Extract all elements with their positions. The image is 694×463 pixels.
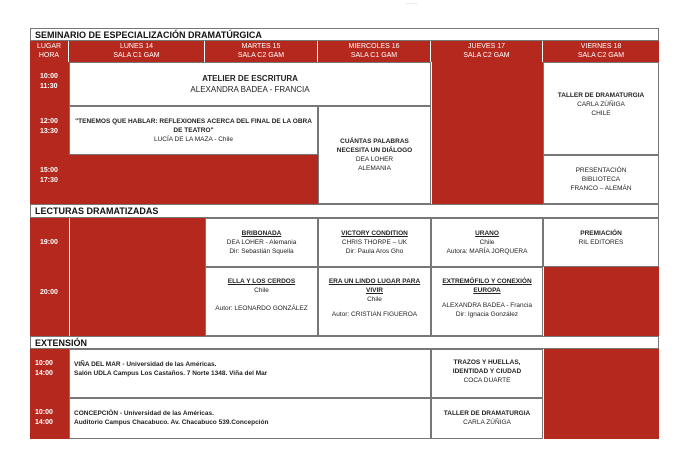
event-title: URANO	[475, 230, 499, 237]
event-taller-viernes	[543, 62, 659, 155]
event-speaker: LUCÍA DE LA MAZA - Chile	[153, 136, 234, 143]
header-venue: SALA C2 GAM	[237, 52, 285, 59]
header-day-5	[543, 41, 659, 62]
empty-slot-lunes	[69, 218, 205, 336]
event-urano	[431, 218, 543, 267]
event-director: Dir: Ignacia González	[455, 311, 519, 318]
event-country: ALEMANIA	[358, 165, 391, 172]
time-column	[30, 218, 69, 336]
event-title-line: IDENTIDAD Y CIUDAD	[452, 368, 522, 375]
event-title: "TENEMOS QUE HABLAR: REFLEXIONES ACERCA DEL FINAL DE LA OBRA DE TEATRO"	[75, 118, 312, 134]
header-day-name: JUEVES 17	[468, 43, 505, 50]
event-extremofilo	[431, 267, 543, 336]
event-speaker: CARLA ZÚÑIGA	[577, 101, 625, 108]
event-title-line: VIVIR	[366, 287, 383, 294]
section-title-extension: EXTENSIÓN	[30, 336, 659, 349]
event-speaker: CARLA ZÚÑIGA	[463, 419, 511, 426]
header-day-name: MIERCOLES 16	[348, 43, 400, 50]
empty-slot-jueves	[431, 62, 543, 204]
section-title-lecturas: LECTURAS DRAMATIZADAS	[30, 204, 659, 218]
event-director: Dir: Sebastián Squella	[229, 248, 294, 255]
event-title: PRESENTACIÓN	[575, 167, 627, 174]
extension-address: Auditorio Campus Chacabuco. Av. Chacabuco 539.Concepción	[74, 419, 269, 426]
event-title: ELLA Y LOS CERDOS	[227, 278, 296, 285]
header-hora: HORA	[38, 52, 60, 59]
event-title: VICTORY CONDITION	[341, 230, 408, 237]
event-title: BRIBONADA	[241, 230, 282, 237]
event-speaker: COCA DUARTE	[463, 377, 511, 384]
event-title: ATELIER DE ESCRITURA	[202, 74, 298, 83]
extension-institution: VIÑA DEL MAR - Universidad de las Américas.	[74, 361, 217, 368]
time-end: 14:00	[35, 419, 53, 426]
event-country: CHILE	[591, 110, 611, 117]
event-author: DEA LOHER - Alemania	[226, 239, 297, 246]
header-venue: SALA C2 GAM	[463, 52, 510, 59]
event-speaker: ALEXANDRA BADEA - FRANCIA	[190, 85, 310, 94]
header-day-name: LUNES 14	[119, 43, 154, 50]
time-slot-2000: 20:00	[40, 289, 58, 296]
event-author: CHRIS THORPE – UK	[341, 239, 408, 246]
event-author: Autor: LEONARDO GONZÁLEZ	[215, 305, 308, 312]
empty-slot-viernes	[543, 267, 659, 336]
extension-concepcion	[69, 398, 431, 439]
event-trazos-y-huellas	[431, 349, 543, 398]
header-day-2	[205, 41, 318, 62]
event-title: TALLER DE DRAMATURGIA	[443, 410, 531, 417]
event-sponsor: RIL EDITORES	[578, 239, 624, 246]
event-director: Dir: Paula Aros Gho	[345, 248, 404, 255]
time-slot-3	[30, 166, 69, 188]
time-slot-1900: 19:00	[40, 239, 58, 246]
extension-institution: CONCEPCIÓN - Universidad de las Américas.	[74, 410, 214, 417]
header-venue: SALA C1 GAM	[113, 52, 160, 59]
event-ella-y-los-cerdos	[205, 267, 318, 336]
event-title-line: TRAZOS Y HUELLAS,	[453, 359, 521, 366]
time-slot-ext-1	[30, 359, 69, 381]
top-mark: ........	[406, 0, 418, 6]
event-tenemos-que-hablar	[69, 106, 318, 155]
section-title-seminario: SEMINARIO DE ESPECIALIZACIÓN DRAMATÚRGICA	[30, 28, 659, 41]
time-start: 10:00	[40, 73, 58, 80]
event-title-line: EUROPA	[473, 287, 501, 294]
header-lugar-hora	[30, 41, 69, 62]
time-start: 10:00	[35, 360, 53, 367]
time-slot-2	[30, 117, 69, 139]
event-title-line: ERA UN LINDO LUGAR PARA	[328, 278, 421, 285]
header-day-name: MARTES 15	[241, 43, 281, 50]
header-venue: SALA C1 GAM	[350, 52, 398, 59]
event-cuantas-palabras	[318, 106, 431, 204]
event-title-line: CUÁNTAS PALABRAS	[340, 138, 409, 145]
extension-address: Salón UDLA Campus Los Castaños. 7 Norte 1348. Viña del Mar	[74, 370, 268, 377]
event-title-line: NECESITA UN DIÁLOGO	[336, 147, 413, 154]
header-day-1	[69, 41, 205, 62]
empty-slot-lunes-martes	[69, 155, 318, 204]
event-premiacion	[543, 218, 659, 267]
event-taller-extension	[431, 398, 543, 439]
event-era-un-lindo-lugar	[318, 267, 431, 336]
header-lugar: LUGAR	[36, 43, 62, 50]
event-victory-condition	[318, 218, 431, 267]
event-author: Autora: MARÍA JORQUERA	[446, 248, 528, 255]
event-place: BIBLIOTECA	[581, 176, 621, 183]
time-start: 12:00	[40, 118, 58, 125]
event-atelier	[69, 62, 431, 106]
time-end: 13:30	[40, 128, 58, 135]
event-author: Autor: CRISTIAN FIGUEROA	[331, 311, 418, 318]
header-day-4	[431, 41, 543, 62]
empty-slot-extension-viernes	[543, 349, 659, 439]
time-end: 17:30	[40, 177, 58, 184]
event-country: Chile	[479, 239, 495, 246]
event-bribonada	[205, 218, 318, 267]
extension-vina-del-mar	[69, 349, 431, 398]
header-day-name: VIERNES 18	[580, 43, 622, 50]
event-speaker: FRANCO – ALEMÁN	[570, 185, 632, 192]
time-slot-ext-2	[30, 408, 69, 430]
time-start: 10:00	[35, 409, 53, 416]
event-country: Chile	[254, 287, 269, 294]
event-title: PREMIACIÓN	[580, 230, 622, 237]
event-title: TALLER DE DRAMATURGIA	[557, 92, 645, 99]
time-start: 15:00	[40, 167, 58, 174]
time-slot-1	[30, 72, 69, 94]
time-end: 11:30	[40, 83, 58, 90]
event-country: Chile	[367, 296, 382, 303]
header-day-3	[318, 41, 431, 62]
event-author: ALEXANDRA BADEA - Francia	[442, 302, 532, 309]
header-venue: SALA C2 GAM	[577, 52, 625, 59]
event-presentacion	[543, 155, 659, 204]
time-end: 14:00	[35, 370, 53, 377]
event-speaker: DEA LOHER	[355, 156, 394, 163]
event-title-line: EXTREMÓFILO Y CONEXIÓN	[442, 278, 532, 285]
